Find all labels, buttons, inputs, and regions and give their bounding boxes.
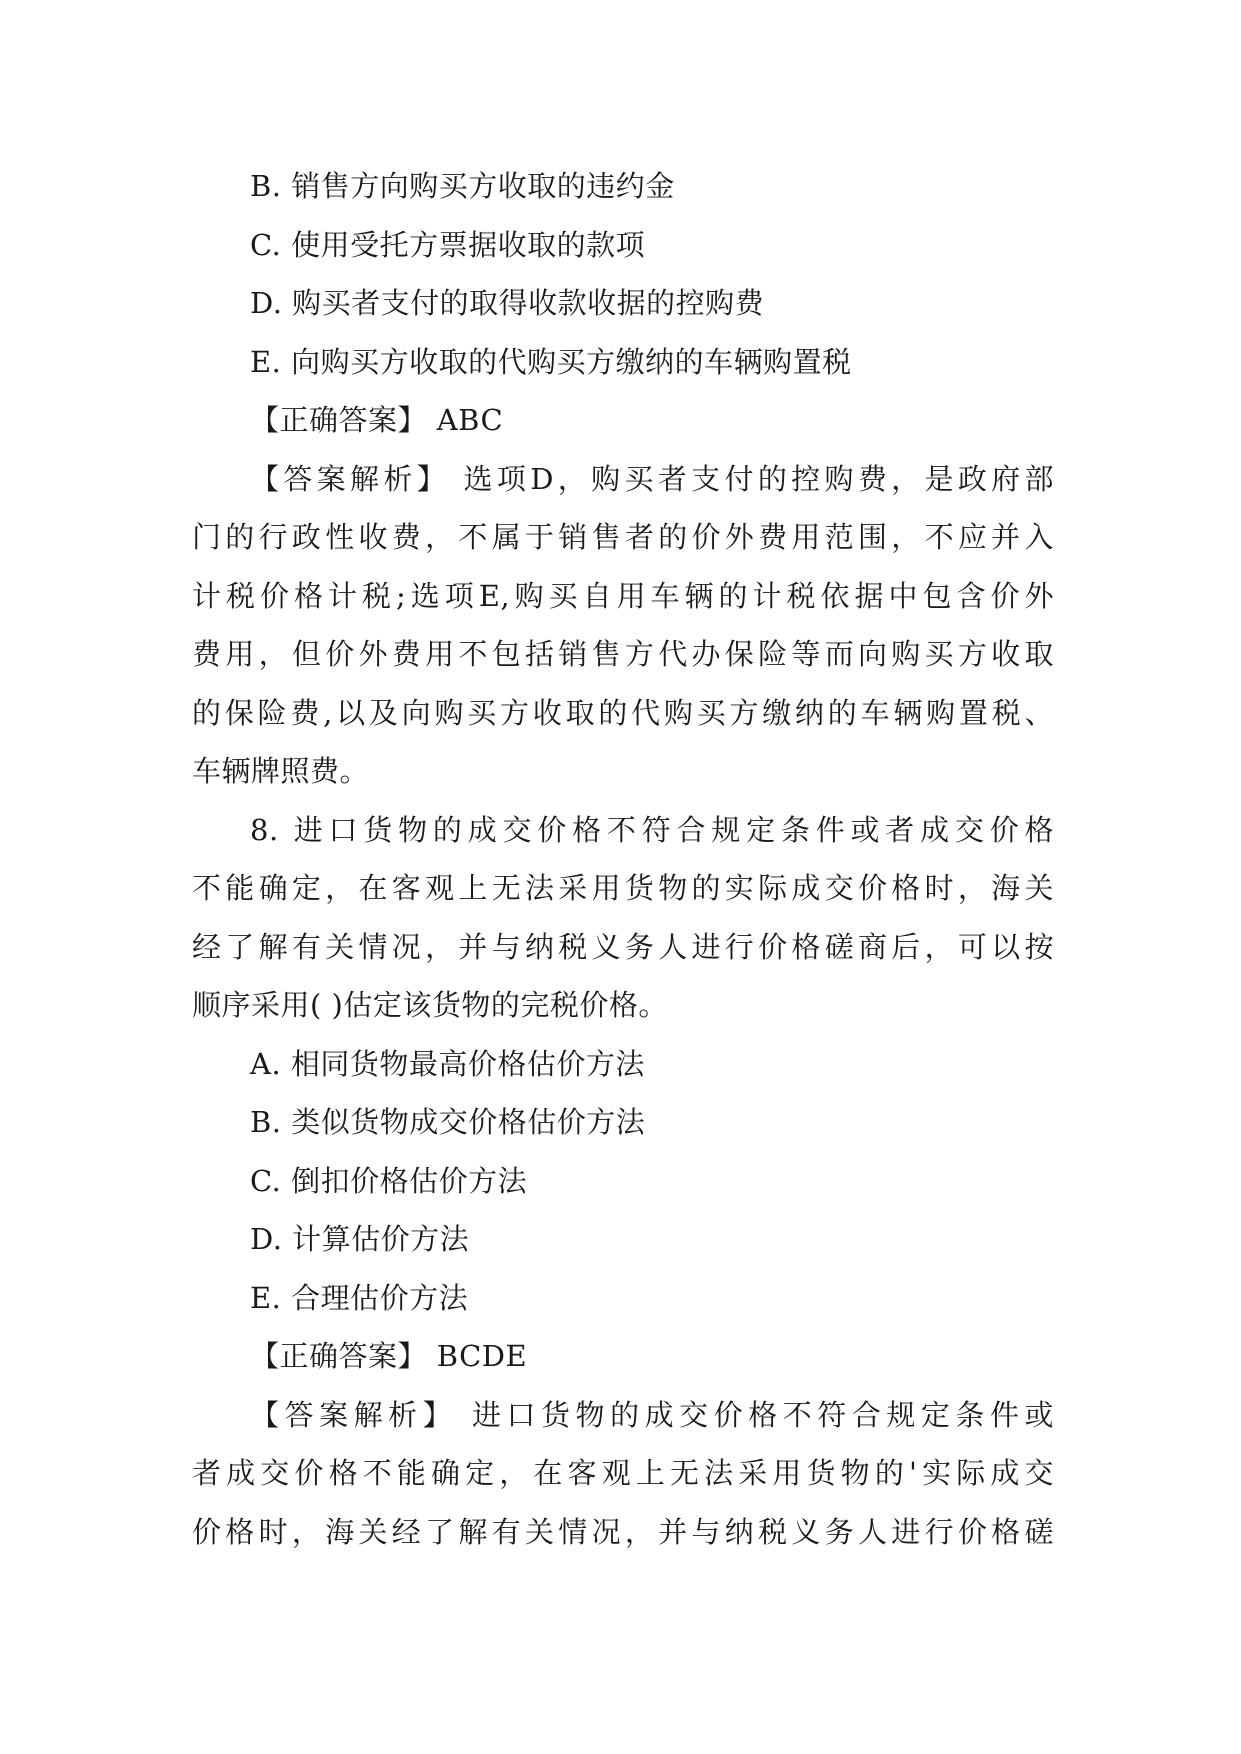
q7-option-c: C. 使用受托方票据收取的款项 bbox=[250, 227, 646, 262]
q7-correct-answer: 【正确答案】 ABC bbox=[250, 403, 504, 437]
q7-option-b: B. 销售方向购买方收取的违约金 bbox=[250, 169, 675, 203]
q7-analysis-line: 的保险费,以及向购买方收取的代购买方缴纳的车辆购置税、 bbox=[192, 695, 1054, 730]
q8-option-a: A. 相同货物最高价格估价方法 bbox=[250, 1046, 645, 1081]
q7-analysis-line: 车辆牌照费。 bbox=[192, 754, 370, 788]
q8-analysis-line: 者成交价格不能确定，在客观上无法采用货物的'实际成交 bbox=[192, 1456, 1054, 1490]
q8-option-d: D. 计算估价方法 bbox=[250, 1222, 470, 1256]
q8-correct-answer: 【正确答案】 BCDE bbox=[250, 1339, 528, 1373]
q7-option-e: E. 向购买方收取的代购买方缴纳的车辆购置税 bbox=[250, 344, 852, 379]
q8-option-b: B. 类似货物成交价格估价方法 bbox=[250, 1105, 646, 1139]
q8-option-e: E. 合理估价方法 bbox=[250, 1280, 469, 1315]
q7-analysis-line: 【答案解析】 选项D，购买者支付的控购费，是政府部 bbox=[250, 461, 1054, 496]
q8-analysis-line: 【答案解析】 进口货物的成交价格不符合规定条件或 bbox=[250, 1397, 1054, 1432]
q7-analysis-line: 费用，但价外费用不包括销售方代办保险等而向购买方收取 bbox=[192, 637, 1054, 671]
q8-question-line: 经了解有关情况，并与纳税义务人进行价格磋商后，可以按 bbox=[192, 929, 1054, 964]
q8-option-c: C. 倒扣价格估价方法 bbox=[250, 1163, 528, 1198]
document-body bbox=[192, 157, 1054, 1561]
q8-question-line: 顺序采用( )估定该货物的完税价格。 bbox=[192, 988, 668, 1022]
q7-analysis-line: 门的行政性收费，不属于销售者的价外费用范围，不应并入 bbox=[192, 520, 1054, 554]
q7-option-d: D. 购买者支付的取得收款收据的控购费 bbox=[250, 286, 765, 320]
q8-question-line: 8. 进口货物的成交价格不符合规定条件或者成交价格 bbox=[250, 812, 1054, 847]
q8-question-line: 不能确定，在客观上无法采用货物的实际成交价格时，海关 bbox=[192, 871, 1054, 905]
q8-analysis-line: 价格时，海关经了解有关情况，并与纳税义务人进行价格磋 bbox=[192, 1514, 1054, 1549]
q7-analysis-line: 计税价格计税;选项E,购买自用车辆的计税依据中包含价外 bbox=[192, 578, 1054, 613]
